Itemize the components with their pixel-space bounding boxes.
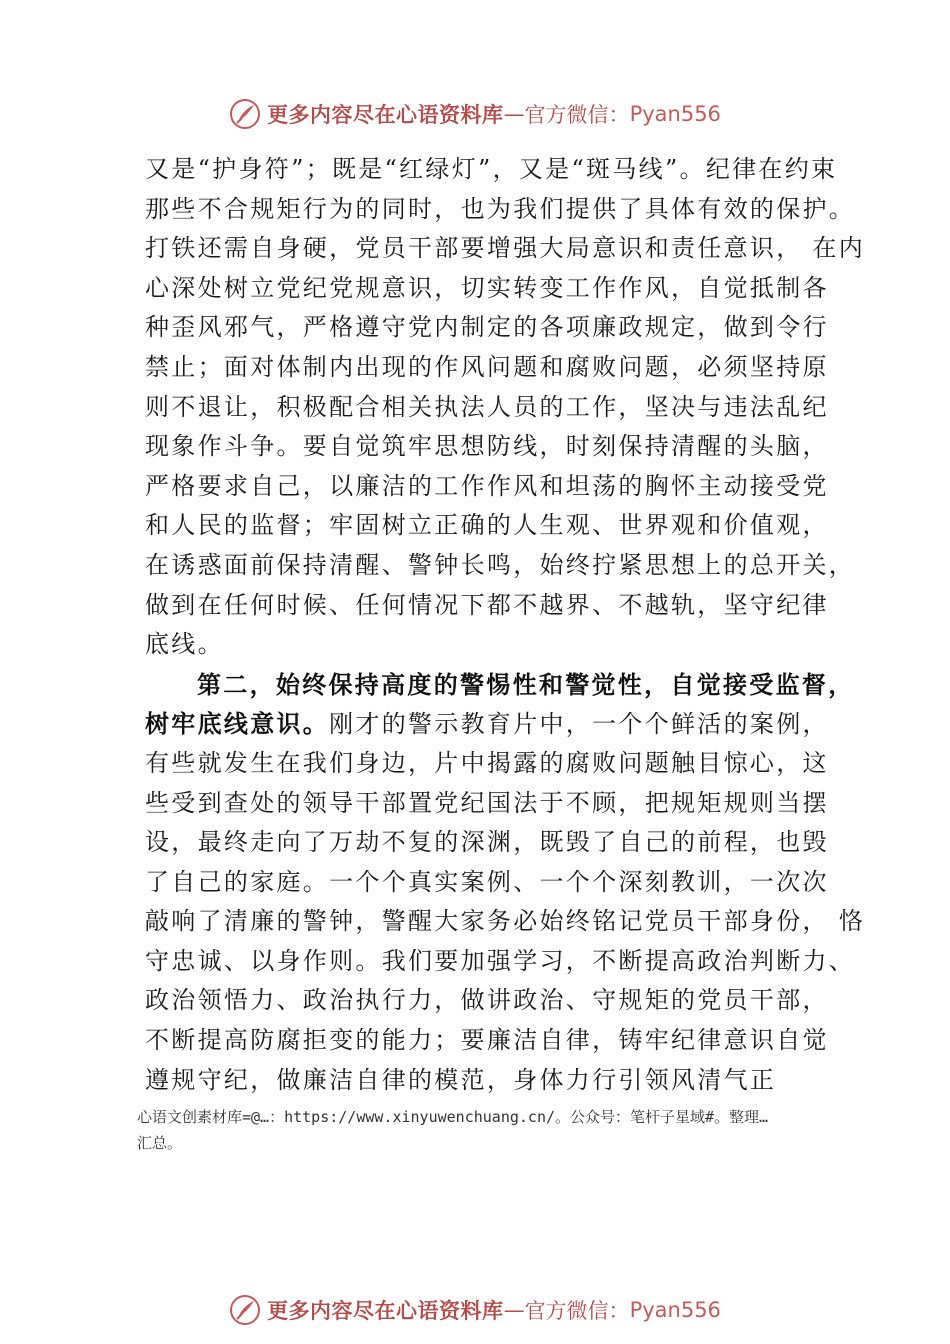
header-banner: [0, 94, 950, 134]
body-line: 打铁还需自身硬，党员干部要增强大局意识和责任意识， 在内: [145, 234, 866, 263]
banner-separator: —: [503, 102, 525, 126]
section-heading-cont: [145, 704, 829, 744]
banner-wechat-label: 官方微信：: [524, 103, 630, 127]
banner-wechat-id: Pyan556: [629, 1298, 721, 1322]
body-line: 在诱惑面前保持清醒、警钟长鸣，始终拧紧思想上的总开关，: [145, 550, 856, 579]
section-heading-rest: 刚才的警示教育片中，一个个鲜活的案例，: [329, 710, 829, 739]
body-line: 了自己的家庭。一个个真实案例、一个个深刻教训，一次次: [145, 867, 829, 896]
body-line: 现象作斗争。要自觉筑牢思想防线，时刻保持清醒的头脑，: [145, 432, 829, 461]
body-line: 守忠诚、以身作则。我们要加强学习，不断提高政治判断力、: [145, 946, 856, 975]
banner-wechat-id: Pyan556: [629, 102, 721, 126]
feather-seal-icon: [229, 98, 261, 130]
footer-banner: [0, 1290, 950, 1330]
section-heading: [145, 665, 855, 705]
body-line: 禁止；面对体制内出现的作风问题和腐败问题，必须坚持原: [145, 352, 829, 381]
body-line: 和人民的监督；牢固树立正确的人生观、世界观和价值观，: [145, 511, 829, 540]
body-line: 遵规守纪，做廉洁自律的模范，身体力行引领风清气正: [145, 1065, 777, 1094]
body-line: 心深处树立党纪党规意识，切实转变工作作风，自觉抵制各: [145, 273, 829, 302]
body-line: 不断提高防腐拒变的能力；要廉洁自律，铸牢纪律意识自觉: [145, 1026, 829, 1055]
body-line: 敲响了清廉的警钟，警醒大家务必始终铭记党员干部身份， 恪: [145, 907, 866, 936]
banner-wechat-label: 官方微信：: [524, 1299, 630, 1323]
section-heading-bold-cont: 树牢底线意识。: [145, 709, 330, 739]
body-line: 底线。: [145, 630, 224, 659]
source-note-line: 汇总。: [137, 1134, 183, 1152]
section-heading-text: 第二，始终保持高度的警惕性和警觉性，自觉接受监督，: [197, 669, 855, 699]
source-note: [137, 1104, 827, 1156]
body-line: 那些不合规矩行为的同时，也为我们提供了具体有效的保护。: [145, 194, 856, 223]
source-note-line: 心语文创素材库=@…：https://www.xinyuwenchuang.cn/。公众号：笔杆子星域#。整理…: [137, 1108, 769, 1126]
body-line: 政治领悟力、政治执行力，做讲政治、守规矩的党员干部，: [145, 986, 829, 1015]
body-line: 则不退让，积极配合相关执法人员的工作，坚决与违法乱纪: [145, 392, 829, 421]
body-line: 设，最终走向了万劫不复的深渊，既毁了自己的前程，也毁: [145, 828, 829, 857]
banner-brand: 更多内容尽在心语资料库: [267, 1298, 504, 1323]
body-line: 种歪风邪气，严格遵守党内制定的各项廉政规定，做到令行: [145, 313, 829, 342]
body-line: 有些就发生在我们身边，片中揭露的腐败问题触目惊心，这: [145, 748, 829, 777]
body-line: 又是“护身符”；既是“红绿灯”，又是“斑马线”。纪律在约束: [145, 155, 838, 183]
document-body: [145, 150, 866, 1100]
body-line: 做到在任何时候、任何情况下都不越界、不越轨，坚守纪律: [145, 590, 829, 619]
banner-separator: —: [503, 1298, 525, 1322]
body-line: 严格要求自己，以廉洁的工作作风和坦荡的胸怀主动接受党: [145, 471, 829, 500]
feather-seal-icon: [229, 1294, 261, 1326]
banner-brand: 更多内容尽在心语资料库: [267, 102, 504, 127]
body-line: 些受到查处的领导干部置党纪国法于不顾，把规矩规则当摆: [145, 788, 829, 817]
